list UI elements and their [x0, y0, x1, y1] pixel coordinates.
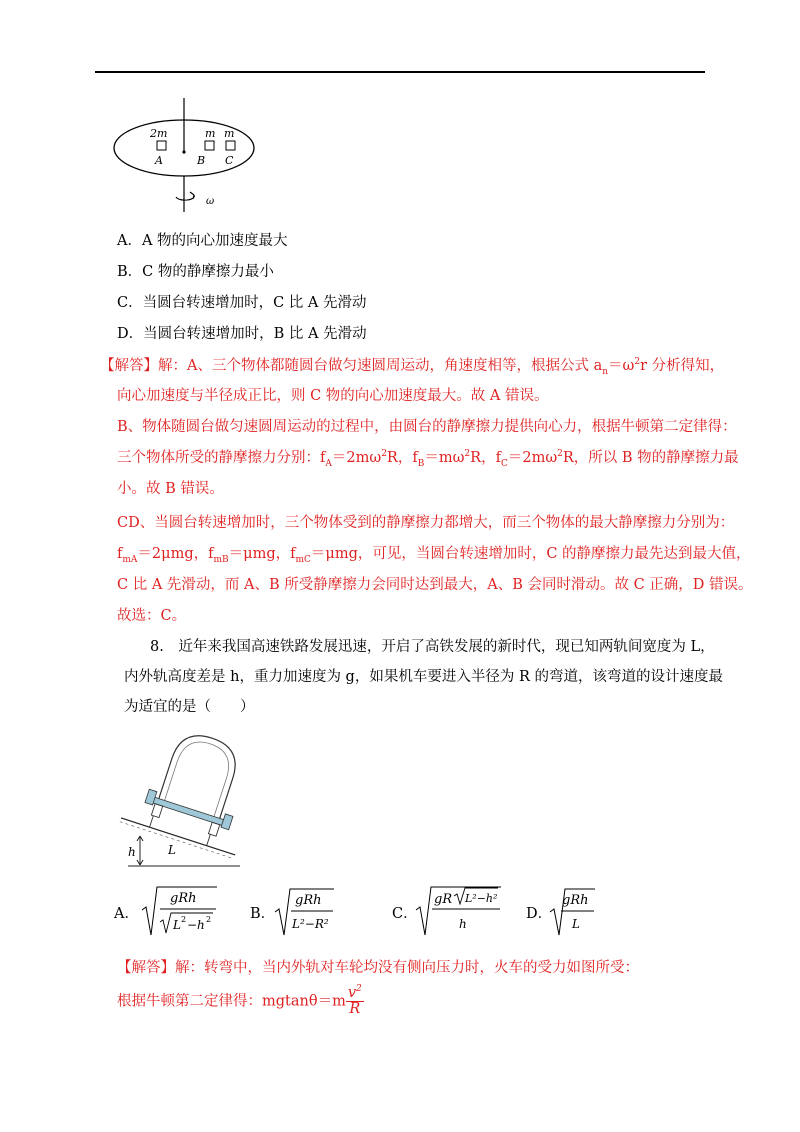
q8-option-a-label: A．: [114, 906, 139, 922]
q8-answer-line-1: 【解答】解：转弯中，当内外轨对车轮均没有侧向压力时，火车的受力如图所受：: [117, 960, 639, 976]
q8-option-c-formula: [414, 884, 504, 940]
q8-stem-line-2: 内外轨高度差是 h，重力加速度为 g，如果机车要进入半径为 R 的弯道，该弯道的设计速度最: [124, 669, 723, 685]
block-a: [157, 141, 166, 150]
svg-text:L: L: [173, 918, 181, 932]
svg-text:L²−R²: L²−R²: [292, 917, 329, 931]
omega-label: ω: [206, 196, 215, 207]
label-h: h: [128, 845, 136, 859]
wheel-left: [151, 804, 162, 818]
q7-option-c: C．当圆台转速增加时，C 比 A 先滑动: [117, 295, 367, 311]
q7-answer-line-9: 故选：C。: [117, 608, 187, 624]
point-b-label: B: [197, 154, 206, 167]
turntable-figure: [110, 96, 260, 216]
q7-answer-line-1: 【解答】解：A、三个物体都随圆台做匀速圆周运动，角速度相等，根据公式 $a_n=\omega^2r$ 分析得知，: [100, 357, 725, 377]
block-b: [205, 141, 214, 150]
q8-stem-line-1: 8. 近年来我国高速铁路发展迅速，开启了高铁发展的新时代，现已知两轨间宽度为 L，: [150, 639, 715, 655]
point-c-label: C: [225, 154, 234, 167]
q8-option-d-label: D．: [526, 906, 553, 922]
q7-answer-line-3: B、物体随圆台做匀速圆周运动的过程中，由圆台的静摩擦力提供向心力，根据牛顿第二定律得：: [117, 419, 737, 435]
q8-option-b-label: B．: [250, 906, 276, 922]
q8-answer-line-2: 根据牛顿第二定律得：mgtanθ＝m $\frac{v^2}{R}$: [117, 984, 362, 1017]
q8-stem-line-3: 为适宜的是（ ）: [124, 699, 255, 715]
header-rule: [95, 71, 705, 73]
svg-text:gR: gR: [434, 892, 453, 907]
q8-option-b-formula: [273, 886, 337, 938]
q8-option-c-label: C．: [392, 906, 418, 922]
rotation-arrow-icon: [176, 195, 194, 200]
label-l: L: [168, 843, 176, 857]
svg-text:−h: −h: [187, 918, 205, 932]
svg-text:h: h: [459, 917, 467, 931]
svg-text:2: 2: [181, 915, 187, 924]
q7-option-b: B．C 物的静摩擦力最小: [117, 264, 274, 280]
axle: [151, 797, 225, 826]
block-c: [226, 141, 235, 150]
mass-a-label: 2m: [150, 127, 168, 140]
q7-answer-line-8: C 比 A 先滑动，而 A、B 所受静摩擦力会同时达到最大，A、B 会同时滑动。故 C 正确，D 错误。: [117, 577, 753, 593]
banked-track-figure: [118, 726, 268, 874]
mass-b-label: m: [205, 127, 216, 140]
wheel-right: [208, 822, 219, 836]
svg-text:gRh: gRh: [562, 893, 589, 908]
q7-answer-line-5: 小。故 B 错误。: [117, 481, 224, 497]
answer-tag: 【解答】: [100, 358, 158, 374]
v2-over-r-fraction: $\frac{v^2}{R}$: [347, 984, 362, 1017]
svg-text:L: L: [572, 917, 580, 931]
train-body: [157, 728, 243, 824]
point-a-label: A: [155, 154, 163, 167]
q7-option-a: A．A 物的向心加速度最大: [117, 233, 288, 249]
q7-answer-line-7: $f_{mA}=2\mu mg$，$f_{mB}=\mu mg$，$f_{mC}=\mu mg$，可见，当圆台转速增加时，C 的静摩擦力最先达到最大值，: [117, 546, 751, 565]
answer-tag: 【解答】: [117, 960, 175, 976]
svg-text:gRh: gRh: [295, 893, 322, 908]
svg-text:2: 2: [206, 915, 212, 924]
q8-option-d-formula: [548, 886, 598, 938]
svg-text:L²−h²: L²−h²: [465, 892, 498, 905]
q7-option-d: D．当圆台转速增加时，B 比 A 先滑动: [117, 326, 367, 342]
q8-option-a-formula: [140, 884, 220, 940]
mass-c-label: m: [224, 127, 235, 140]
q7-answer-line-6: CD、当圆台转速增加时，三个物体受到的静摩擦力都增大，而三个物体的最大静摩擦力分别为：: [117, 515, 735, 531]
q7-answer-line-4: 三个物体所受的静摩擦力分别：$f_A=2m\omega^2R$，$f_B=m\omega^2R$，$f_C=2m\omega^2R$，所以 B 物的静摩擦力最: [117, 449, 739, 469]
q7-answer-line-2: 向心加速度与半径成正比，则 C 物的向心加速度最大。故 A 错误。: [117, 388, 549, 404]
svg-text:gRh: gRh: [170, 891, 197, 906]
